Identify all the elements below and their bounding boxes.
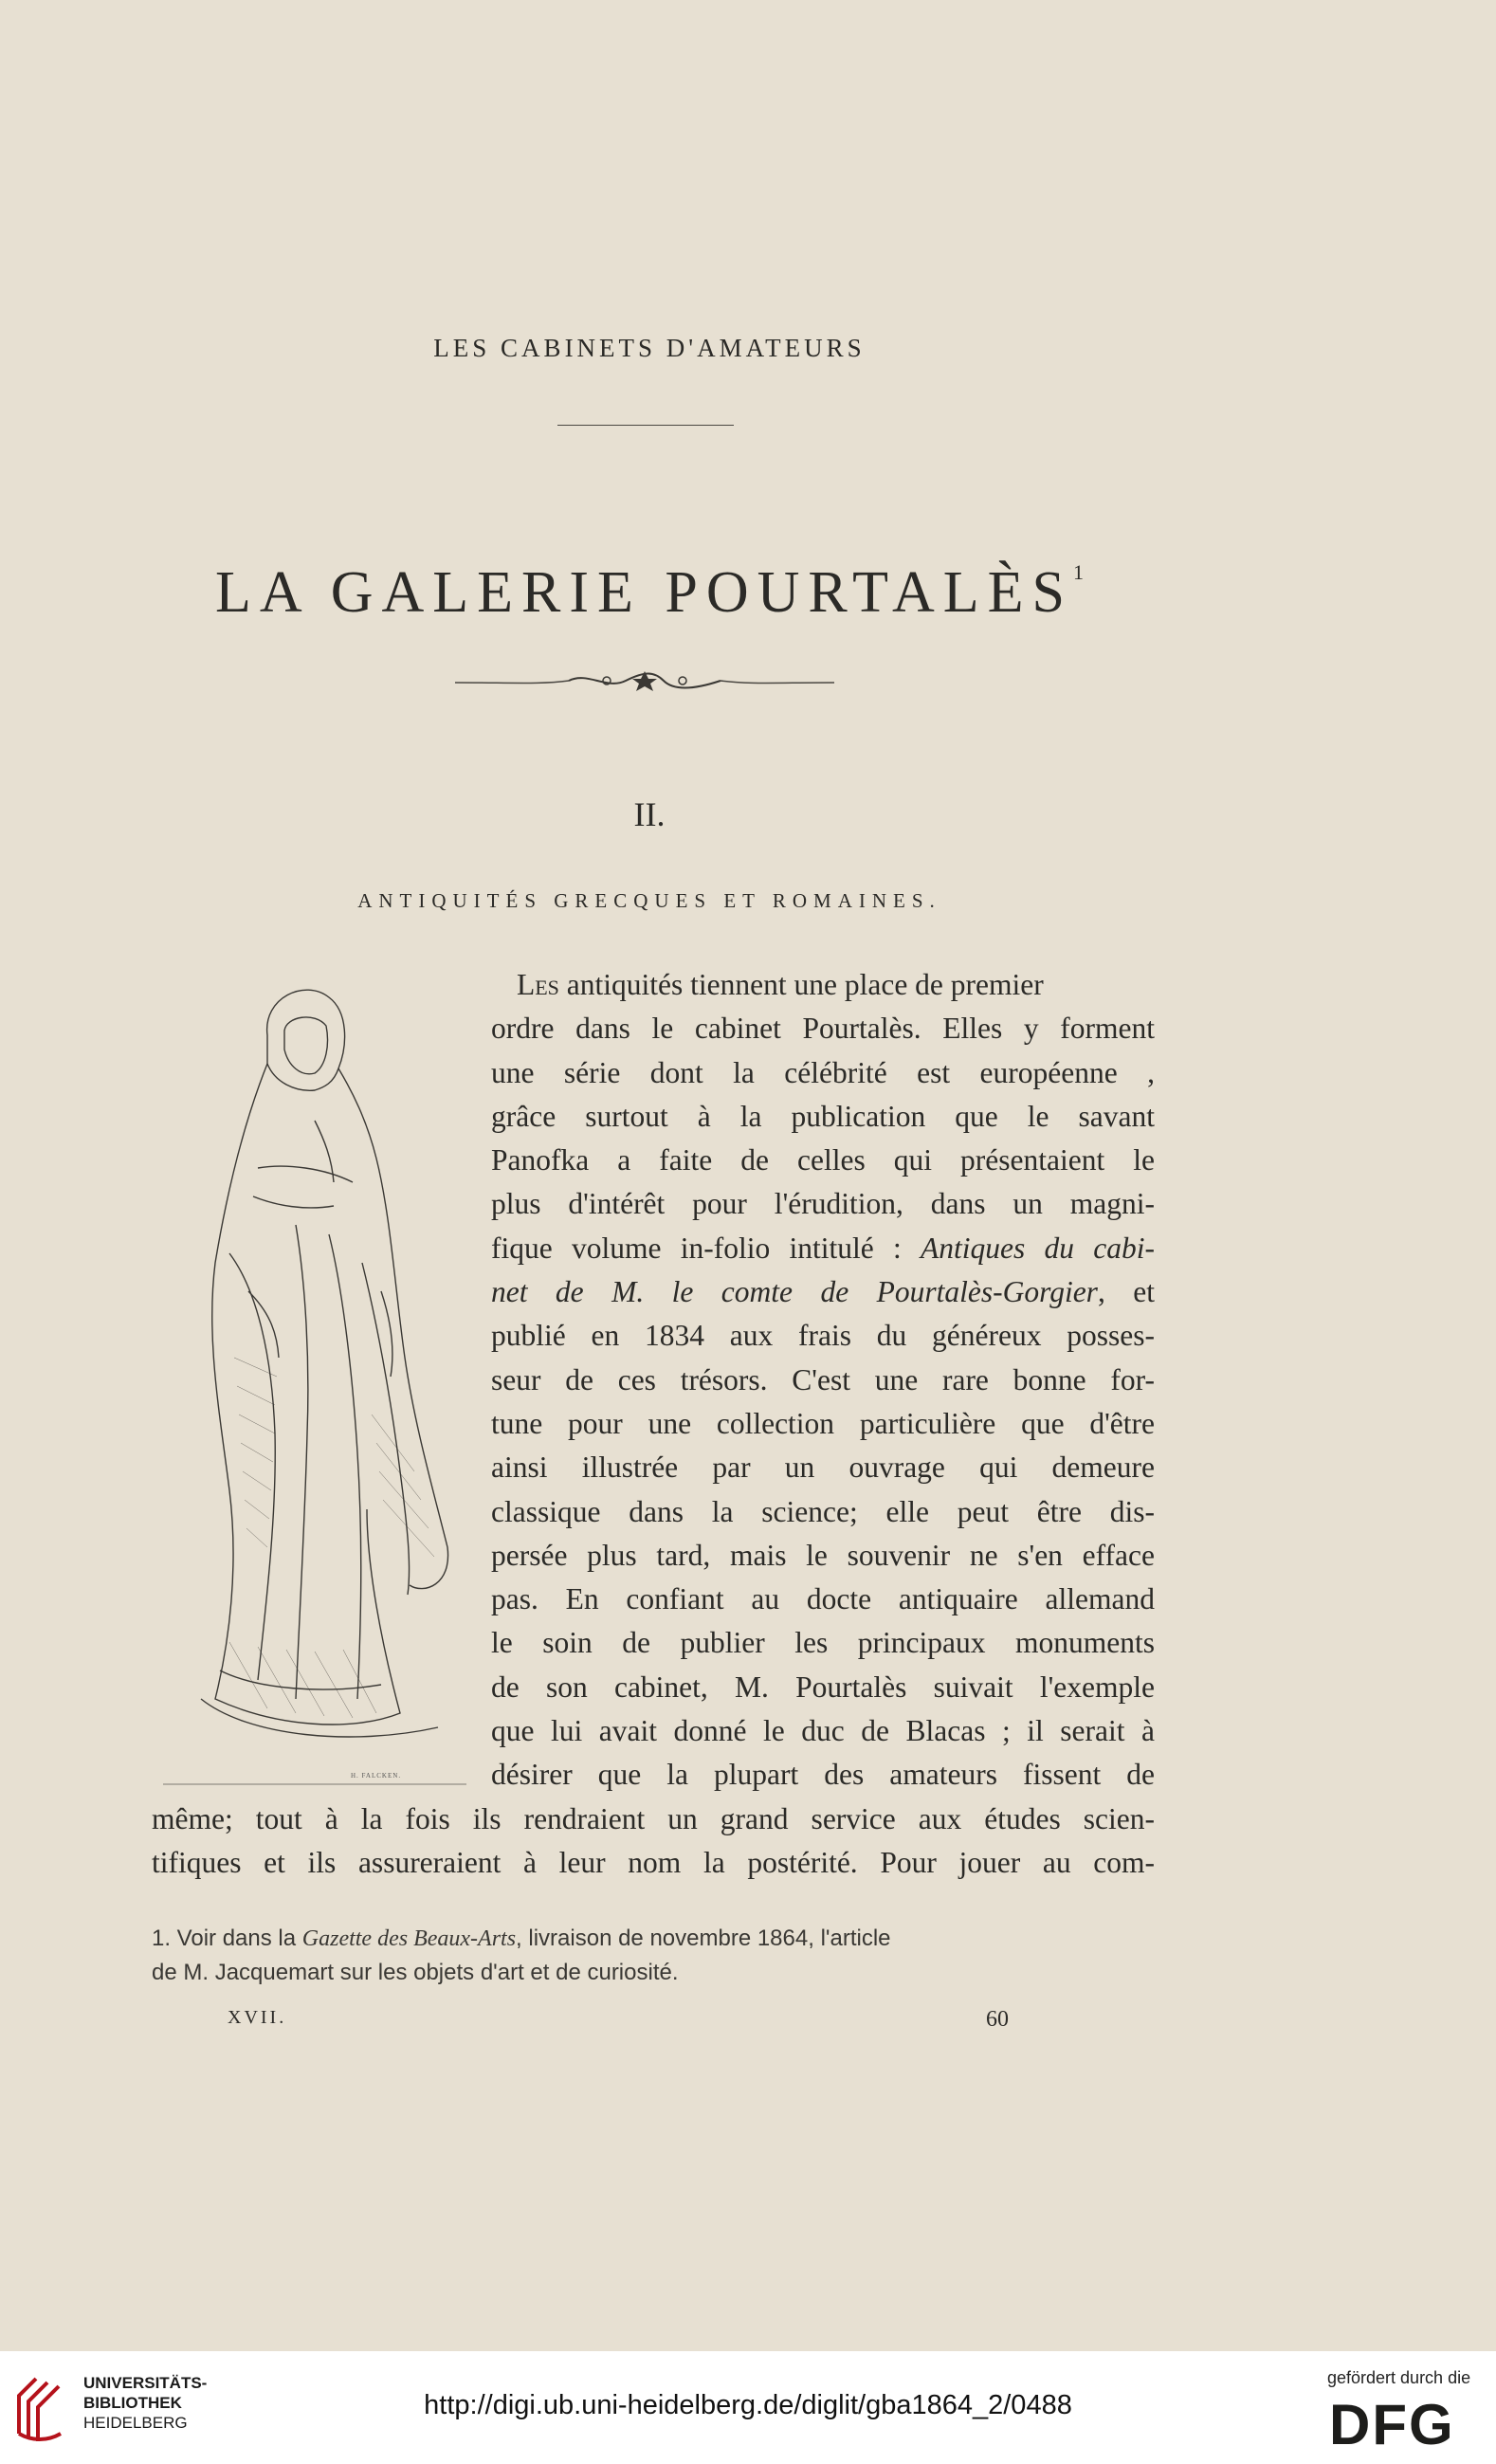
permalink-url[interactable]: http://digi.ub.uni-heidelberg.de/diglit/gba1864_2/0488	[424, 2390, 1072, 2420]
body-line: tune pour une collection particulière que d'être	[491, 1406, 1155, 1440]
body-line: pas. En confiant au docte antiquaire allemand	[491, 1582, 1155, 1616]
title-footnote-mark: 1	[1072, 559, 1084, 584]
section-number: II.	[633, 795, 666, 833]
institution-name: UNIVERSITÄTS- BIBLIOTHEK HEIDELBERG	[83, 2374, 208, 2432]
figure-credit: H. FALCKEN.	[351, 1772, 402, 1780]
ornament-divider	[455, 664, 834, 702]
page-number: 60	[986, 2007, 1009, 2032]
body-line: désirer que la plupart des amateurs fissent de	[491, 1758, 1155, 1792]
body-line: ainsi illustrée par un ouvrage qui demeure	[491, 1451, 1155, 1485]
body-line: une série dont la célébrité est européenne ,	[491, 1055, 1155, 1089]
body-line: le soin de publier les principaux monuments	[491, 1626, 1155, 1660]
body-line: publié en 1834 aux frais du généreux posses-	[491, 1319, 1155, 1353]
dfg-logo: DFG	[1329, 2393, 1455, 2456]
footnote-mark: 1.	[152, 1926, 172, 1951]
body-line: net de M. le comte de Pourtalès-Gorgier, et	[491, 1275, 1155, 1309]
section-title: ANTIQUITÉS GRECQUES ET ROMAINES.	[357, 889, 941, 912]
body-line: fique volume in-folio intitulé : Antiques du cabi-	[491, 1231, 1155, 1265]
body-line: ordre dans le cabinet Pourtalès. Elles y forment	[491, 1012, 1155, 1046]
footnote: 1. Voir dans la Gazette des Beaux-Arts, livraison de novembre 1864, l'article de M. Jacquemart sur les objets d'art et de curiosité.	[152, 1926, 891, 1985]
body-line: Panofka a faite de celles qui présentaient le	[491, 1143, 1155, 1177]
running-head: LES CABINETS D'AMATEURS	[433, 334, 866, 362]
body-text	[152, 963, 1155, 1885]
body-line: Les antiquités tiennent une place de premier	[517, 968, 1044, 1001]
footnote-journal: Gazette des Beaux-Arts	[301, 1926, 517, 1951]
head-rule	[557, 425, 734, 426]
body-line: que lui avait donné le duc de Blacas ; il serait à	[491, 1714, 1155, 1748]
body-line: grâce surtout à la publication que le savant	[491, 1099, 1155, 1133]
body-line: tifiques et ils assureraient à leur nom la postérité. Pour jouer au com-	[152, 1845, 1155, 1879]
signature-mark: XVII.	[228, 2007, 287, 2028]
body-line: seur de ces trésors. C'est une rare bonne for-	[491, 1362, 1155, 1396]
article-title	[0, 559, 1299, 627]
body-line: classique dans la science; elle peut être dis-	[491, 1494, 1155, 1528]
title-text: LA GALERIE POURTALÈS	[215, 559, 1073, 625]
funding-note: gefördert durch die	[1327, 2368, 1471, 2387]
body-line: persée plus tard, mais le souvenir ne s'en efface	[491, 1538, 1155, 1572]
body-line: de son cabinet, M. Pourtalès suivait l'exemple	[491, 1670, 1155, 1704]
body-line: plus d'intérêt pour l'érudition, dans un magni-	[491, 1187, 1155, 1221]
body-line: même; tout à la fois ils rendraient un grand service aux études scien-	[152, 1801, 1155, 1835]
